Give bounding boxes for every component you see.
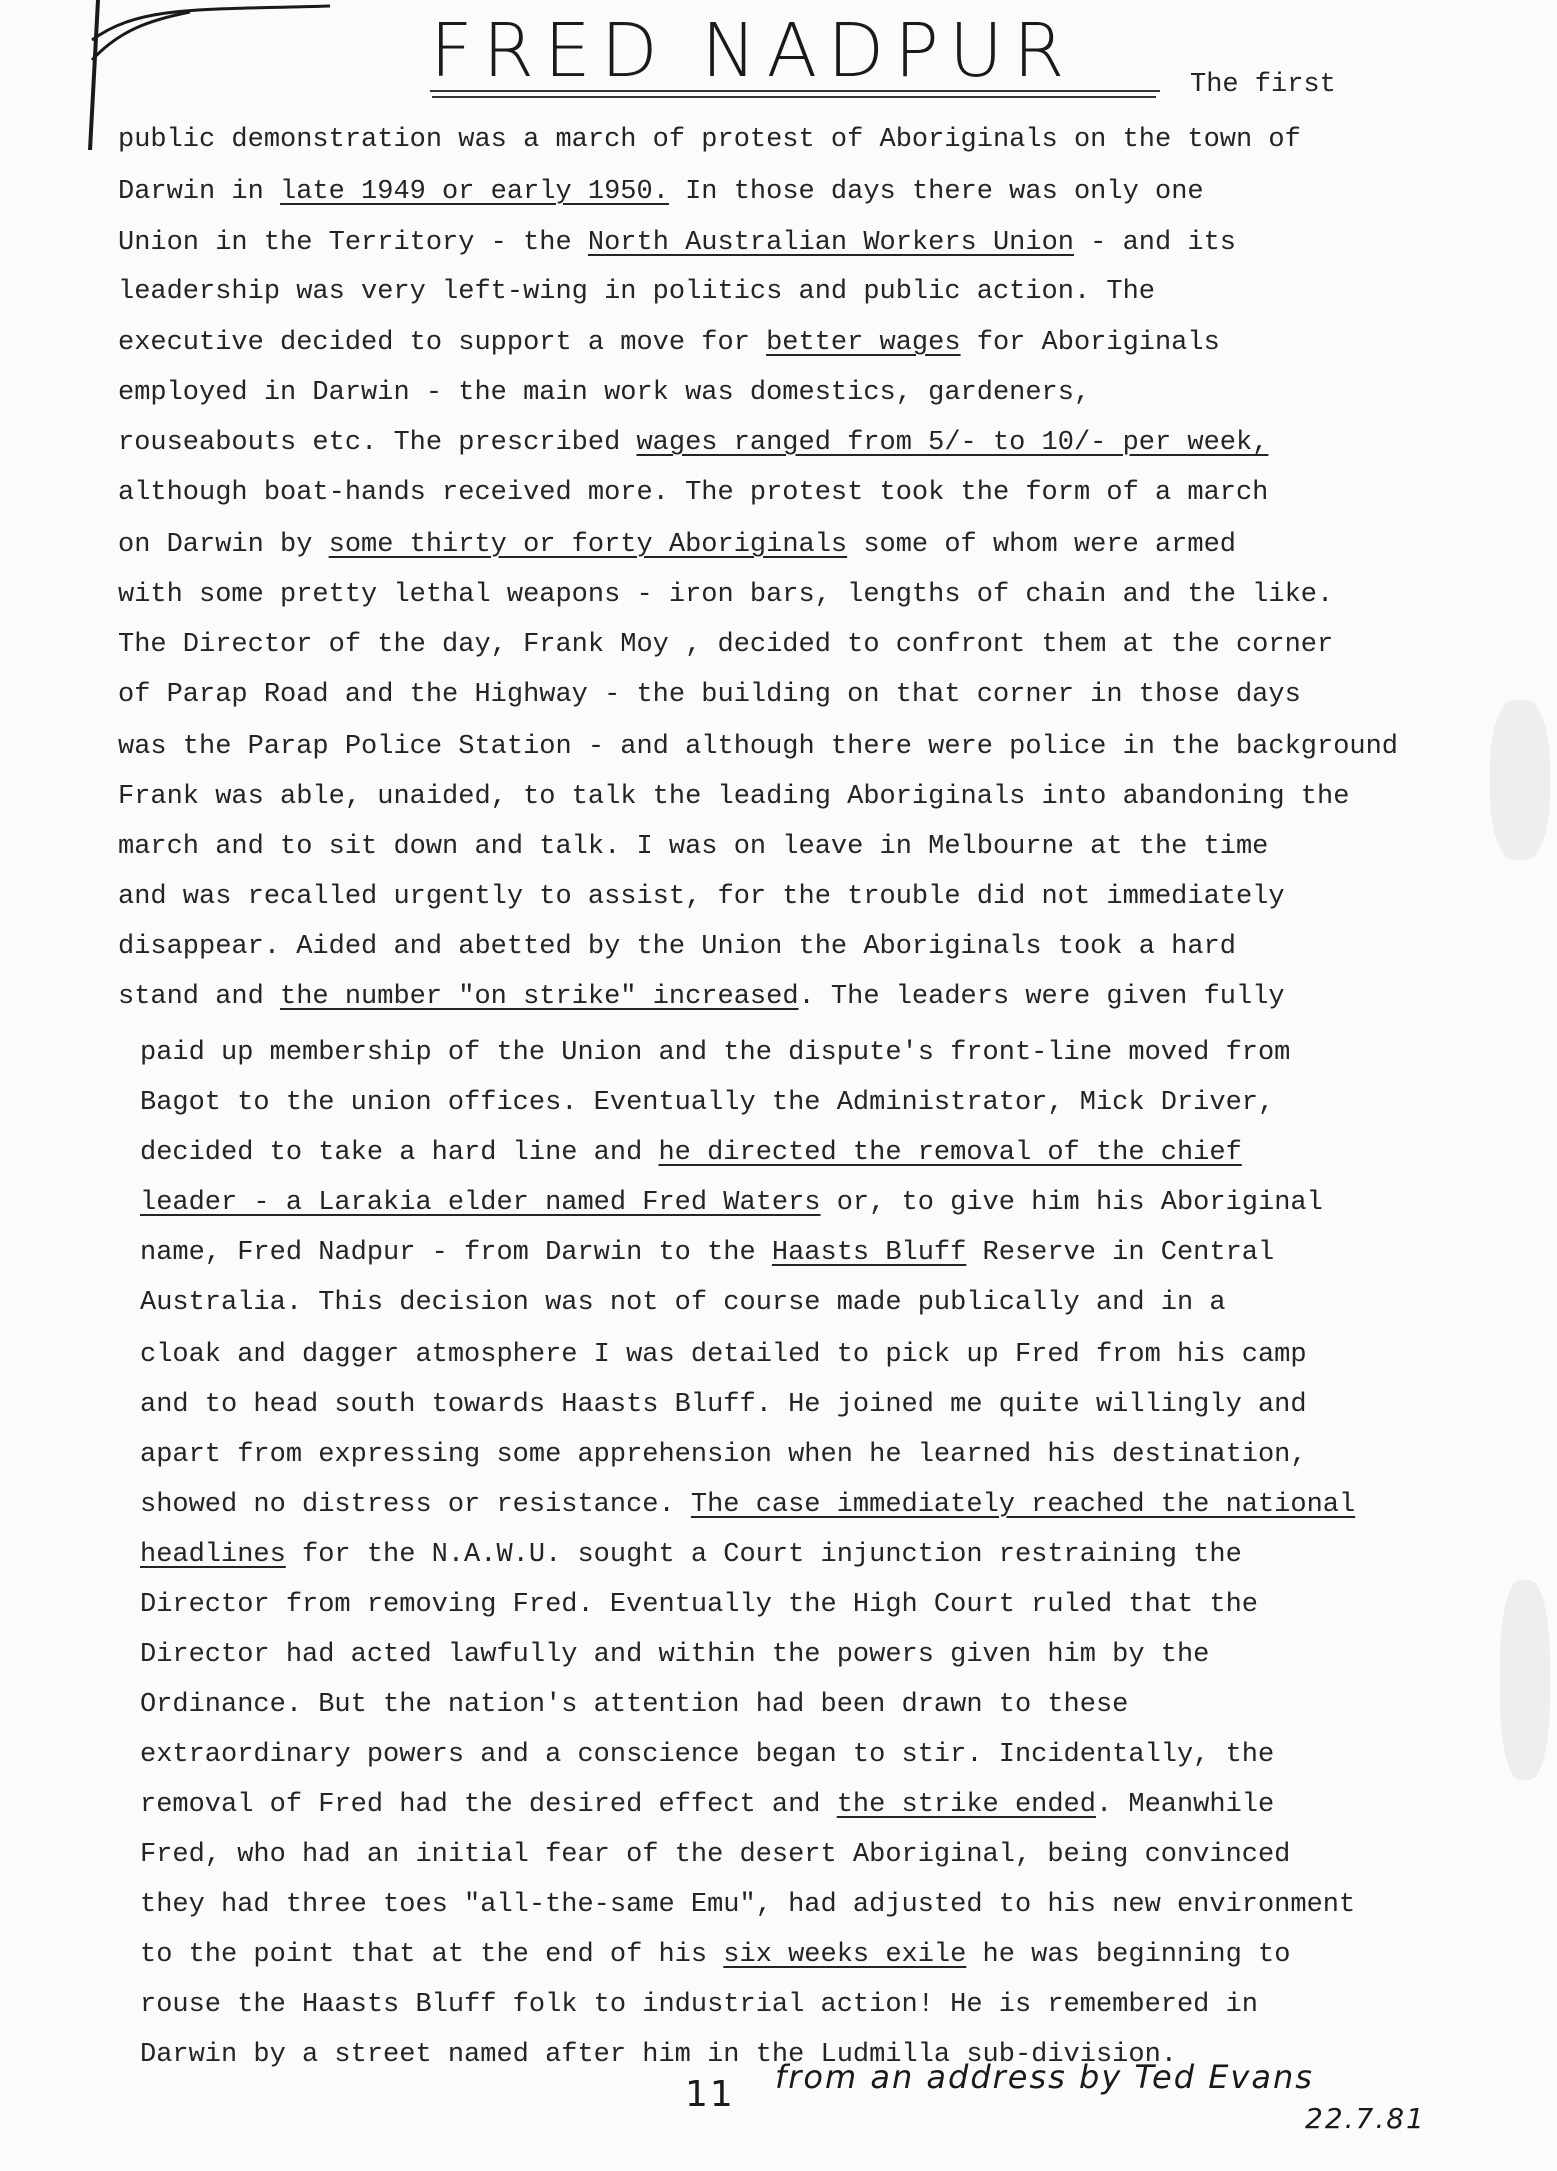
line-text: . Meanwhile [1095,1790,1275,1820]
body-line [118,882,1285,912]
body-line [118,580,1333,610]
line-text: although boat-hands received more. The protest took the form of a march [118,478,1269,508]
body-line [118,680,1301,710]
line-text: name, Fred Nadpur - from Darwin to the [140,1238,772,1268]
line-text: and to head south towards Haasts Bluff. He joined me quite willingly and [140,1390,1307,1420]
line-text: for the N.A.W.U. sought a Court injunction restraining the [285,1540,1242,1570]
body-line [140,1238,1274,1268]
underlined-text: six weeks exile [723,1940,967,1970]
line-text: leadership was very left-wing in politics and public action. The [118,277,1155,307]
body-line [118,228,1236,258]
handwritten-attribution: from an address by Ted Evans [775,2058,1314,2096]
line-text: to the point that at the end of his [140,1940,724,1970]
line-text: Darwin by a street named after him in the Ludmilla sub-division. [140,2040,1177,2070]
line-text: march and to sit down and talk. I was on leave in Melbourne at the time [118,832,1269,862]
body-line [140,1440,1307,1470]
line-text: Director had acted lawfully and within the powers given him by the [140,1640,1210,1670]
line-text: Fred, who had an initial fear of the desert Aboriginal, being convinced [140,1840,1291,1870]
line-text: showed no distress or resistance. [140,1490,691,1520]
body-line [118,630,1333,660]
body-line [140,1138,1242,1168]
line-text: The Director of the day, Frank Moy , decided to confront them at the corner [118,630,1334,660]
line-text: Ordinance. But the nation's attention had been drawn to these [140,1690,1129,1720]
body-line [140,1490,1355,1520]
body-line [140,1390,1307,1420]
scan-smudge [1500,1580,1550,1780]
line-text: Director from removing Fred. Eventually the High Court ruled that the [140,1590,1258,1620]
body-line [140,1590,1258,1620]
underlined-text: Haasts Bluff [771,1238,967,1268]
body-line [140,1790,1274,1820]
line-text: Reserve in Central [966,1238,1275,1268]
line-text: Australia. This decision was not of course made publically and in a [140,1288,1226,1318]
line-text: or, to give him his Aboriginal [820,1188,1323,1218]
underlined-text: some thirty or forty Aboriginals [328,530,848,560]
underlined-text: better wages [766,328,961,358]
page-title: FRED NADPUR [430,8,1075,94]
scan-smudge [1490,700,1550,860]
body-line [140,1340,1307,1370]
handwritten-marks: 11 [685,2074,735,2115]
line-text: some of whom were armed [847,530,1236,560]
underlined-text: The case immediately reached the national [690,1490,1356,1520]
line-text: paid up membership of the Union and the dispute's front-line moved from [140,1038,1291,1068]
line-text: Union in the Territory - the [118,228,588,258]
line-text: The first [1190,70,1336,100]
line-text: . The leaders were given fully [798,982,1285,1012]
line-text: Frank was able, unaided, to talk the leading Aboriginals into abandoning the [118,782,1350,812]
line-text: rouse the Haasts Bluff folk to industrial action! He is remembered in [140,1990,1258,2020]
body-line [118,328,1220,358]
body-line [140,1288,1226,1318]
body-line [140,1690,1128,1720]
line-text: rouseabouts etc. The prescribed [118,428,637,458]
body-line [118,782,1349,812]
body-line [140,1990,1258,2020]
line-text: Darwin in [118,177,281,207]
body-line [118,982,1285,1012]
body-line [118,177,1204,207]
handwritten-date: 22.7.81 [1305,2102,1426,2135]
underlined-text: headlines [140,1540,286,1570]
body-line [140,1890,1355,1920]
underlined-text: he directed the removal of the chief [658,1138,1242,1168]
underlined-text: North Australian Workers Union [587,228,1074,258]
body-line [140,1188,1323,1218]
body-line [140,1640,1209,1670]
body-line [140,1038,1290,1068]
line-text: Bagot to the union offices. Eventually the Administrator, Mick Driver, [140,1088,1275,1118]
body-line [140,1840,1290,1870]
line-text: executive decided to support a move for [118,328,767,358]
line-text: and was recalled urgently to assist, for the trouble did not immediately [118,882,1285,912]
title-underline [430,90,1160,92]
underlined-text: the number "on strike" increased [280,982,799,1012]
body-line [140,1940,1290,1970]
line-text: cloak and dagger atmosphere I was detailed to pick up Fred from his camp [140,1340,1307,1370]
body-line [118,428,1268,458]
body-line [140,1740,1274,1770]
line-text: was the Parap Police Station - and although there were police in the background [118,732,1399,762]
body-line [140,1540,1242,1570]
line-text: In those days there was only one [668,177,1204,207]
line-text: he was beginning to [966,1940,1291,1970]
body-line [118,378,1090,408]
line-text: apart from expressing some apprehension when he learned his destination, [140,1440,1307,1470]
line-text: - and its [1073,228,1237,258]
underlined-text: late 1949 or early 1950. [280,177,669,207]
line-text: extraordinary powers and a conscience began to stir. Incidentally, the [140,1740,1275,1770]
body-line [118,125,1301,155]
underlined-text: wages ranged from 5/- to 10/- per week, [636,428,1269,458]
line-text: decided to take a hard line and [140,1138,659,1168]
body-line [118,932,1236,962]
line-text: with some pretty lethal weapons - iron bars, lengths of chain and the like. [118,580,1334,610]
line-text: disappear. Aided and abetted by the Union the Aboriginals took a hard [118,932,1236,962]
body-line [118,832,1268,862]
underlined-text: leader - a Larakia elder named Fred Waters [140,1188,821,1218]
body-line [140,1088,1274,1118]
line-text: they had three toes "all-the-same Emu", had adjusted to his new environment [140,1890,1356,1920]
line-text: public demonstration was a march of protest of Aboriginals on the town of [118,125,1301,155]
underlined-text: the strike ended [836,1790,1096,1820]
line-text: of Parap Road and the Highway - the building on that corner in those days [118,680,1301,710]
line-text: stand and [118,982,281,1012]
body-line [118,732,1398,762]
body-line [118,530,1236,560]
body-line [118,478,1268,508]
body-line [118,277,1155,307]
opening-words [1190,70,1336,100]
line-text: employed in Darwin - the main work was domestics, gardeners, [118,378,1091,408]
line-text: removal of Fred had the desired effect and [140,1790,837,1820]
line-text: on Darwin by [118,530,329,560]
line-text: for Aboriginals [960,328,1220,358]
title-underline [432,96,1156,98]
